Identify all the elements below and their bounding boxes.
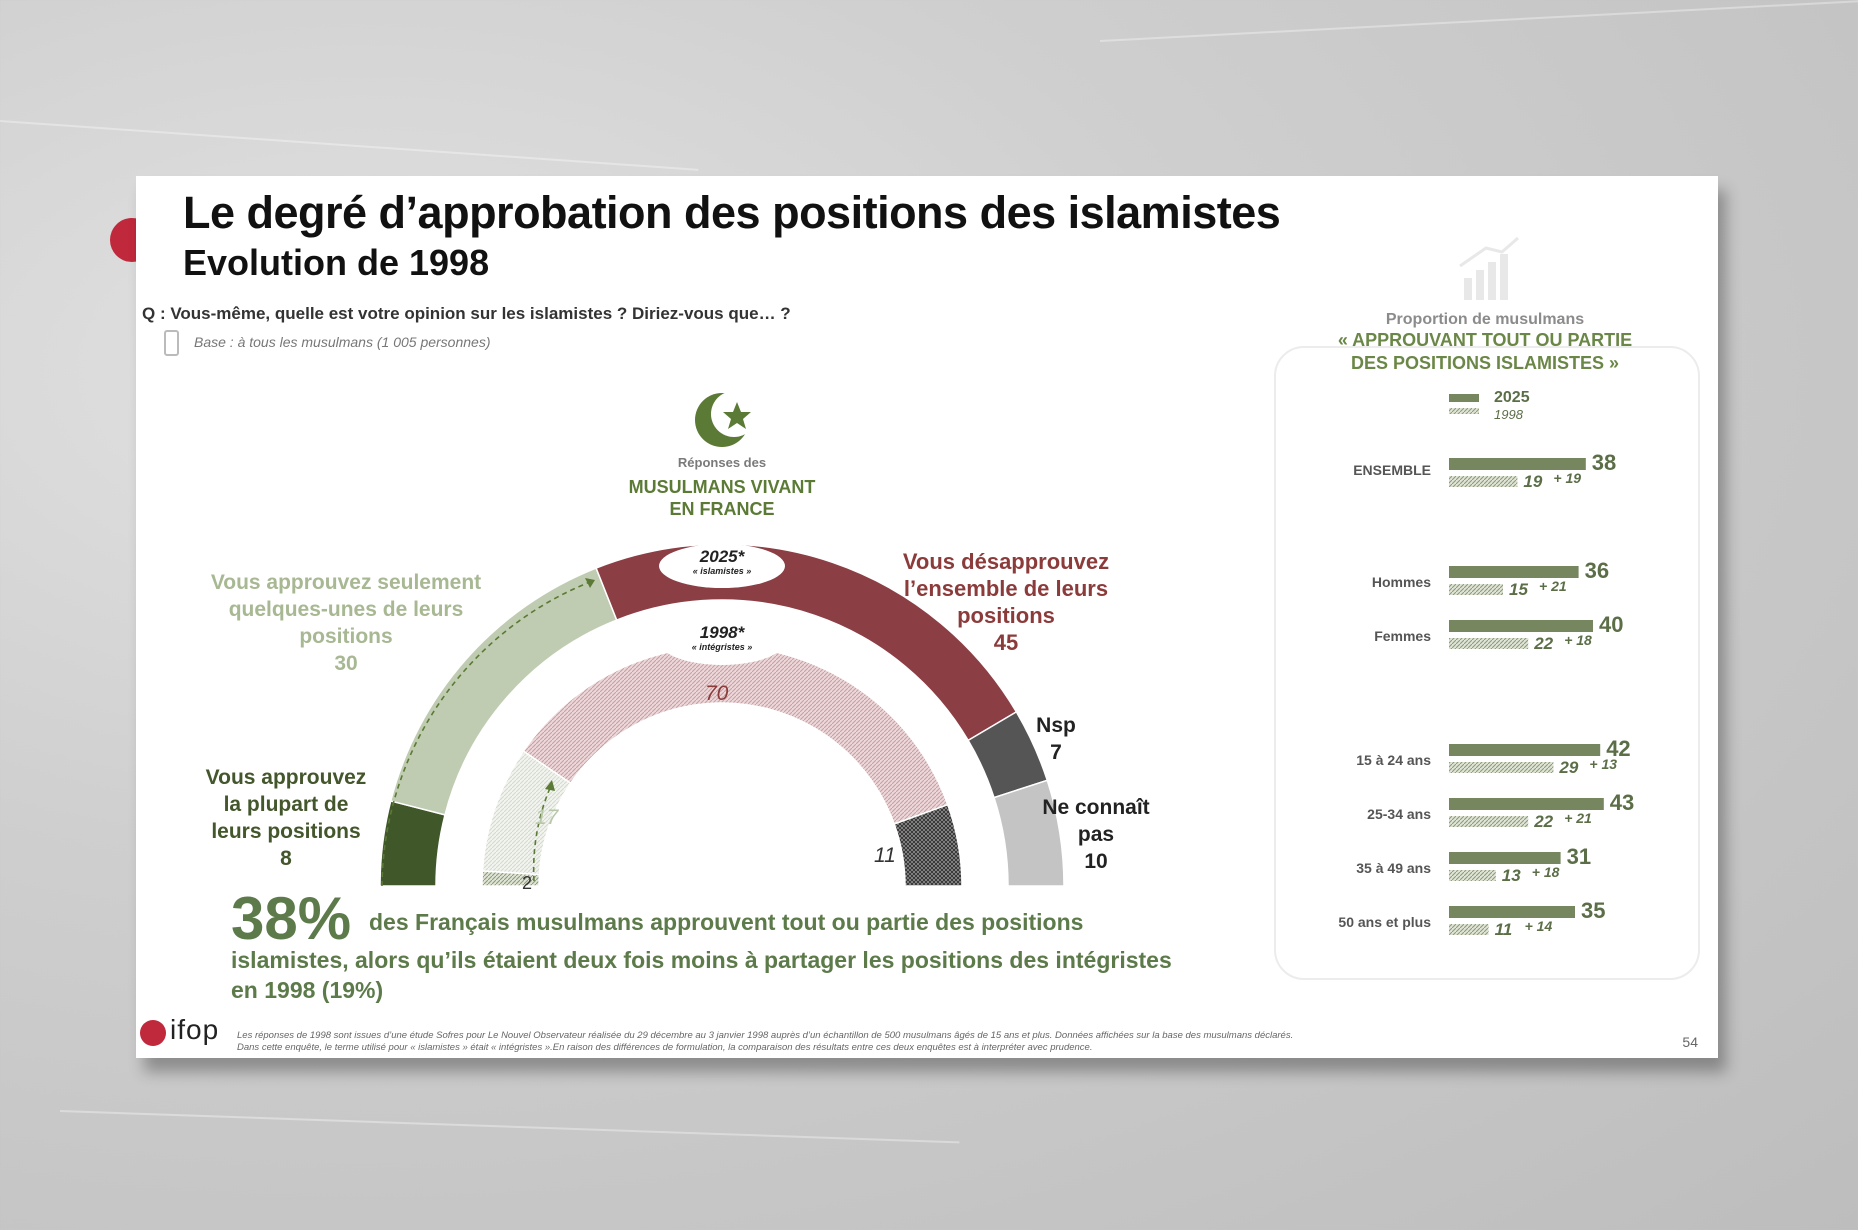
value-connait: 10	[1084, 850, 1108, 873]
bar-2025	[1449, 798, 1604, 810]
respondents-small: Réponses des	[677, 455, 767, 470]
paper-crease	[1100, 0, 1858, 42]
bar-category-label: 15 à 24 ans	[1356, 752, 1431, 768]
bar-1998	[1449, 584, 1503, 595]
label-seulement-l1: Vous approuvez seulement	[210, 571, 482, 594]
label-desapprouvez-l3: positions	[957, 603, 1055, 628]
bar-category-label: 50 ans et plus	[1338, 914, 1431, 930]
bar-1998-label: 22	[1534, 812, 1554, 831]
bar-1998	[1449, 762, 1553, 773]
bar-delta-label: + 21	[1539, 578, 1567, 594]
bar-2025-label: 40	[1599, 612, 1624, 637]
summary-line1: des Français musulmans approuvent tout ou partie des positions	[369, 909, 1084, 935]
bar-category-label: ENSEMBLE	[1353, 462, 1431, 478]
bar-delta-label: + 18	[1564, 632, 1592, 648]
label-desapprouvez-l1: Vous désapprouvez	[902, 549, 1110, 574]
bar-delta-label: + 18	[1531, 864, 1560, 880]
question-text: Q : Vous-même, quelle est votre opinion sur les islamistes ? Diriez-vous que… ?	[142, 304, 791, 323]
bar-delta-label: + 13	[1589, 756, 1618, 772]
bar-2025	[1449, 852, 1561, 864]
label-connait-l1: Ne connaît	[1042, 796, 1150, 819]
label-plupart-l2: la plupart de	[223, 793, 349, 816]
bar-1998-label: 13	[1501, 866, 1521, 885]
legend-2025-swatch	[1449, 394, 1479, 402]
respondents-line2: EN FRANCE	[669, 499, 775, 519]
bar-delta-label: + 14	[1524, 918, 1553, 934]
bar-2025	[1449, 744, 1600, 756]
bar-2025-label: 35	[1581, 898, 1606, 923]
value-desapprouvez: 45	[993, 630, 1019, 655]
value-nsp: 7	[1050, 741, 1062, 764]
respondents-line1: MUSULMANS VIVANT	[628, 477, 816, 497]
bar-1998	[1449, 870, 1496, 881]
bar-2025-label: 31	[1566, 844, 1592, 869]
bar-2025-label: 36	[1584, 558, 1610, 583]
bar-2025	[1449, 620, 1593, 632]
paper-crease	[0, 120, 698, 171]
bar-1998	[1449, 476, 1517, 487]
inner-ring-term: « intégristes »	[691, 642, 753, 652]
paper-crease	[60, 1110, 960, 1143]
legend-1998-swatch	[1449, 408, 1479, 414]
bar-delta-label: + 21	[1564, 810, 1592, 826]
inner-value-seulement: 17	[535, 806, 559, 829]
ifop-logo: ifop	[170, 1014, 220, 1045]
panel-header-1: Proportion de musulmans	[1385, 311, 1585, 328]
slide	[136, 176, 1718, 1058]
summary-line2: islamistes, alors qu’ils étaient deux fois moins à partager les positions des intégristes	[231, 947, 1172, 973]
label-desapprouvez-l2: l’ensemble de leurs	[903, 576, 1109, 601]
inner-ring-year: 1998*	[699, 623, 745, 642]
page-number: 54	[1682, 1034, 1698, 1050]
summary-percentage: 38%	[231, 885, 352, 952]
legend-1998: 1998	[1494, 407, 1523, 422]
page-subtitle: Evolution de 1998	[183, 242, 490, 283]
inner-value-plupart: 2	[522, 873, 533, 893]
inner-value-desapprouvez: 70	[705, 682, 729, 705]
label-seulement-l3: positions	[299, 625, 393, 648]
bar-2025	[1449, 906, 1575, 918]
bar-1998-label: 11	[1494, 920, 1513, 939]
panel-header-3: DES POSITIONS ISLAMISTES »	[1350, 353, 1620, 373]
value-plupart: 8	[280, 847, 292, 870]
bar-2025	[1449, 458, 1586, 470]
bar-category-label: Hommes	[1371, 574, 1431, 590]
label-plupart-l1: Vous approuvez	[205, 766, 367, 789]
bar-2025	[1449, 566, 1579, 578]
bar-2025-label: 38	[1591, 450, 1617, 475]
outer-ring-term: « islamistes »	[692, 566, 752, 576]
bar-1998-label: 15	[1509, 580, 1528, 599]
panel-header-2: « APPROUVANT TOUT OU PARTIE	[1337, 330, 1633, 350]
label-seulement-l2: quelques-unes de leurs	[228, 598, 464, 621]
bar-1998-label: 22	[1534, 634, 1554, 653]
base-text: Base : à tous les musulmans (1 005 personnes)	[194, 334, 491, 350]
bar-2025-label: 42	[1606, 736, 1631, 761]
bar-1998-label: 29	[1559, 758, 1579, 777]
legend-2025: 2025	[1494, 389, 1530, 406]
inner-value-connait: 11	[874, 844, 896, 867]
page-title: Le degré d’approbation des positions des islamistes	[183, 187, 1281, 238]
label-nsp: Nsp	[1036, 714, 1076, 737]
bar-category-label: 25-34 ans	[1367, 806, 1431, 822]
footnote-line1: Les réponses de 1998 sont issues d’une étude Sofres pour Le Nouvel Observateur réalisée du 29 décembre au 3 janvier 1998 auprès d’un échantillon de 500 musulmans âgés de 15 ans et plus. Données affichées sur la base des musulmans déclarés.	[237, 1030, 1294, 1041]
summary-line3: en 1998 (19%)	[231, 977, 384, 1003]
horizontal-bar-chart	[136, 176, 1718, 1058]
bar-1998-label: 19	[1523, 472, 1543, 491]
bar-delta-label: + 19	[1553, 470, 1582, 486]
label-plupart-l3: leurs positions	[211, 820, 361, 843]
bar-category-label: Femmes	[1374, 628, 1431, 644]
bar-1998	[1449, 638, 1528, 649]
bar-1998	[1449, 816, 1528, 827]
outer-ring-year: 2025*	[699, 547, 745, 566]
bar-2025-label: 43	[1609, 790, 1635, 815]
footnote-line2: Dans cette enquête, le terme utilisé pour « islamistes » était « intégristes ».En raison des différences de formulation, la comparaison des résultats entre ces deux enquêtes est à interpréter avec prudence.	[237, 1042, 1093, 1053]
bar-1998	[1449, 924, 1489, 935]
label-connait-l2: pas	[1077, 823, 1115, 846]
value-seulement: 30	[334, 652, 358, 675]
bar-category-label: 35 à 49 ans	[1356, 860, 1431, 876]
